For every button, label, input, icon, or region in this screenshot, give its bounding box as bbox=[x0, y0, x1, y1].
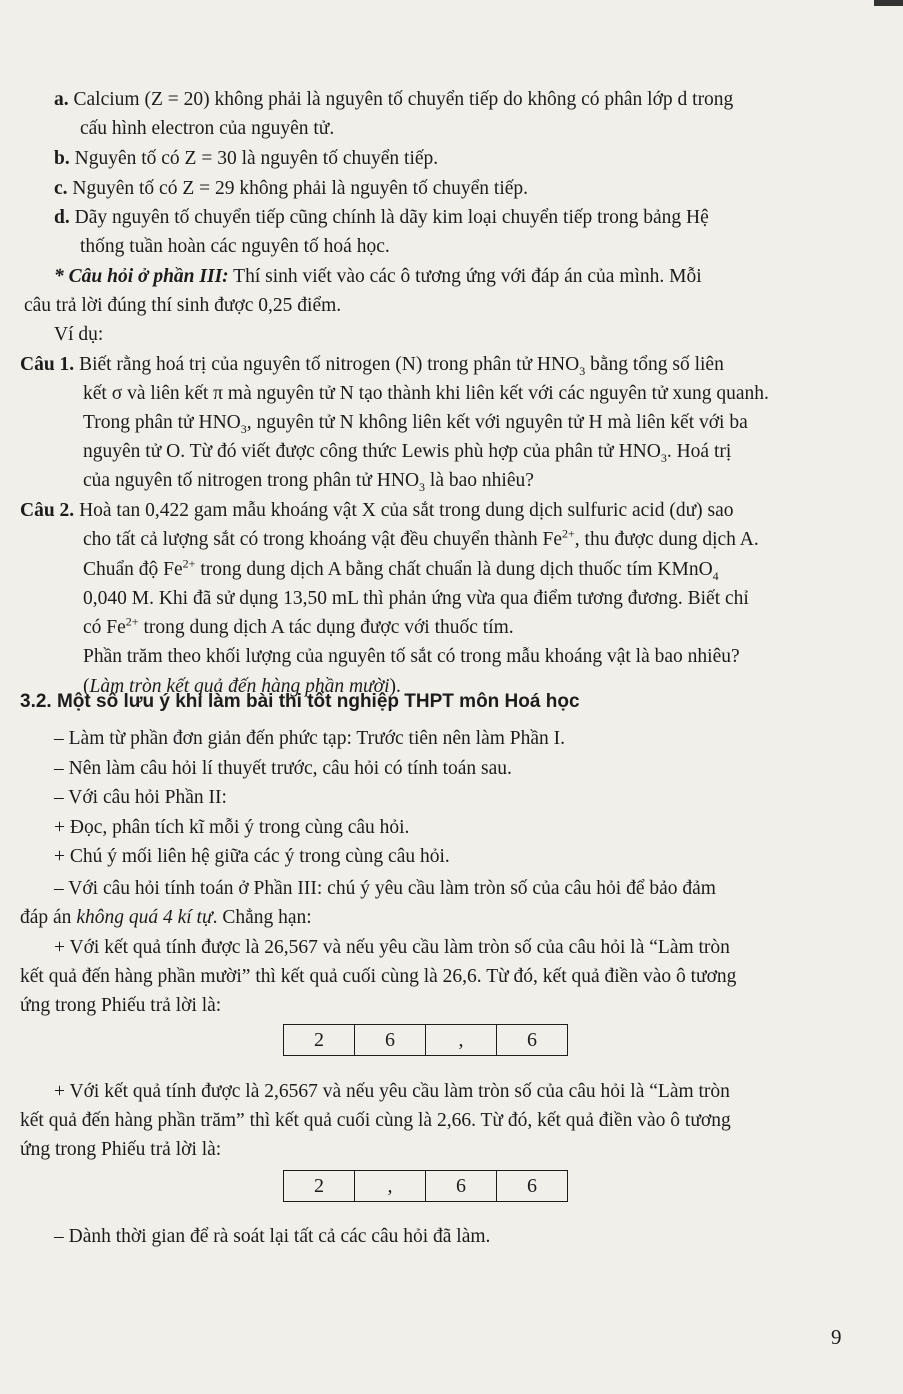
question-1: Câu 1. Biết rằng hoá trị của nguyên tố nitrogen (N) trong phân tử $HNO_3$ bằng tổng số liên bbox=[20, 354, 724, 378]
question-2-line-7: (Làm tròn kết quả đến hàng phần mười). bbox=[83, 676, 401, 697]
answer-box: 2 bbox=[284, 1171, 355, 1202]
question-2-line-6: Phần trăm theo khối lượng của nguyên tố sắt có trong mẫu khoáng vật là bao nhiêu? bbox=[83, 646, 740, 667]
section-heading: 3.2. Một số lưu ý khi làm bài thi tốt nghiệp THPT môn Hoá học bbox=[20, 691, 580, 712]
part3-tip: – Với câu hỏi tính toán ở Phần III: chú ý yêu cầu làm tròn số của câu hỏi để bảo đảm bbox=[54, 878, 716, 899]
part3-note-cont: câu trả lời đúng thí sinh được 0,25 điểm. bbox=[24, 295, 342, 316]
question-1-line-2: kết σ và liên kết π mà nguyên tử N tạo thành khi liên kết với các nguyên tử xung quanh. bbox=[83, 383, 769, 404]
corner-mark bbox=[874, 0, 903, 6]
statement-d-cont: thống tuần hoàn các nguyên tố hoá học. bbox=[80, 236, 390, 257]
answer-boxes-example-1 bbox=[283, 1024, 568, 1056]
answer-box: , bbox=[426, 1025, 497, 1056]
example-2-line-2: kết quả đến hàng phần trăm” thì kết quả cuối cùng là 2,66. Từ đó, kết quả điền vào ô tương bbox=[20, 1110, 731, 1131]
question-1-line-3: Trong phân tử $HNO_3$, nguyên tử N không liên kết với nguyên tử H mà liên kết với ba bbox=[83, 412, 748, 436]
part3-note: * Câu hỏi ở phần III: Thí sinh viết vào các ô tương ứng với đáp án của mình. Mỗi bbox=[54, 266, 702, 287]
question-2: Câu 2. Hoà tan 0,422 gam mẫu khoáng vật X của sắt trong dung dịch sulfuric acid (dư) sao bbox=[20, 500, 734, 521]
tip-2: – Nên làm câu hỏi lí thuyết trước, câu hỏi có tính toán sau. bbox=[54, 758, 512, 779]
part3-tip-cont: đáp án không quá 4 kí tự. Chẳng hạn: bbox=[20, 907, 312, 928]
page-number: 9 bbox=[831, 1325, 842, 1349]
answer-box: 6 bbox=[497, 1025, 568, 1056]
tip-4: + Đọc, phân tích kĩ mỗi ý trong cùng câu hỏi. bbox=[54, 817, 410, 838]
tip-3: – Với câu hỏi Phần II: bbox=[54, 787, 227, 808]
tip-5: + Chú ý mối liên hệ giữa các ý trong cùng câu hỏi. bbox=[54, 846, 450, 867]
answer-box: , bbox=[355, 1171, 426, 1202]
question-1-line-4: nguyên tử O. Từ đó viết được công thức Lewis phù hợp của phân tử $HNO_3$. Hoá trị bbox=[83, 441, 732, 465]
example-label: Ví dụ: bbox=[54, 324, 104, 345]
tip-1: – Làm từ phần đơn giản đến phức tạp: Trước tiên nên làm Phần I. bbox=[54, 728, 566, 749]
answer-box: 6 bbox=[497, 1171, 568, 1202]
statement-b: b. Nguyên tố có Z = 30 là nguyên tố chuyển tiếp. bbox=[54, 148, 439, 169]
example-2-line-3: ứng trong Phiếu trả lời là: bbox=[20, 1139, 222, 1160]
question-2-line-3: Chuẩn độ $Fe^{2+}$ trong dung dịch A bằng chất chuẩn là dung dịch thuốc tím KMnO$_4$ bbox=[83, 556, 719, 583]
statement-d: d. Dãy nguyên tố chuyển tiếp cũng chính là dãy kim loại chuyển tiếp trong bảng Hệ bbox=[54, 207, 709, 228]
question-2-line-2: cho tất cả lượng sắt có trong khoáng vật đều chuyển thành $Fe^{2+}$, thu được dung dịch A. bbox=[83, 526, 759, 550]
question-1-line-5: của nguyên tố nitrogen trong phân tử $HNO_3$ là bao nhiêu? bbox=[83, 470, 534, 494]
example-1-line-3: ứng trong Phiếu trả lời là: bbox=[20, 995, 222, 1016]
answer-box: 6 bbox=[355, 1025, 426, 1056]
answer-boxes-example-2 bbox=[283, 1170, 568, 1202]
answer-box: 6 bbox=[426, 1171, 497, 1202]
statement-a-cont: cấu hình electron của nguyên tử. bbox=[80, 118, 335, 139]
final-tip: – Dành thời gian để rà soát lại tất cả các câu hỏi đã làm. bbox=[54, 1226, 491, 1247]
statement-a: a. Calcium (Z = 20) không phải là nguyên tố chuyển tiếp do không có phân lớp d trong bbox=[54, 89, 734, 110]
statement-c: c. Nguyên tố có Z = 29 không phải là nguyên tố chuyển tiếp. bbox=[54, 178, 529, 199]
example-2-line-1: + Với kết quả tính được là 2,6567 và nếu yêu cầu làm tròn số của câu hỏi là “Làm tròn bbox=[54, 1081, 730, 1102]
question-2-line-5: có $Fe^{2+}$ trong dung dịch A tác dụng được với thuốc tím. bbox=[83, 614, 514, 638]
question-2-line-4: 0,040 M. Khi đã sử dụng 13,50 mL thì phản ứng vừa qua điểm tương đương. Biết chỉ bbox=[83, 588, 749, 609]
example-1-line-1: + Với kết quả tính được là 26,567 và nếu yêu cầu làm tròn số của câu hỏi là “Làm tròn bbox=[54, 937, 730, 958]
example-1-line-2: kết quả đến hàng phần mười” thì kết quả cuối cùng là 26,6. Từ đó, kết quả điền vào ô tương bbox=[20, 966, 737, 987]
answer-box: 2 bbox=[284, 1025, 355, 1056]
